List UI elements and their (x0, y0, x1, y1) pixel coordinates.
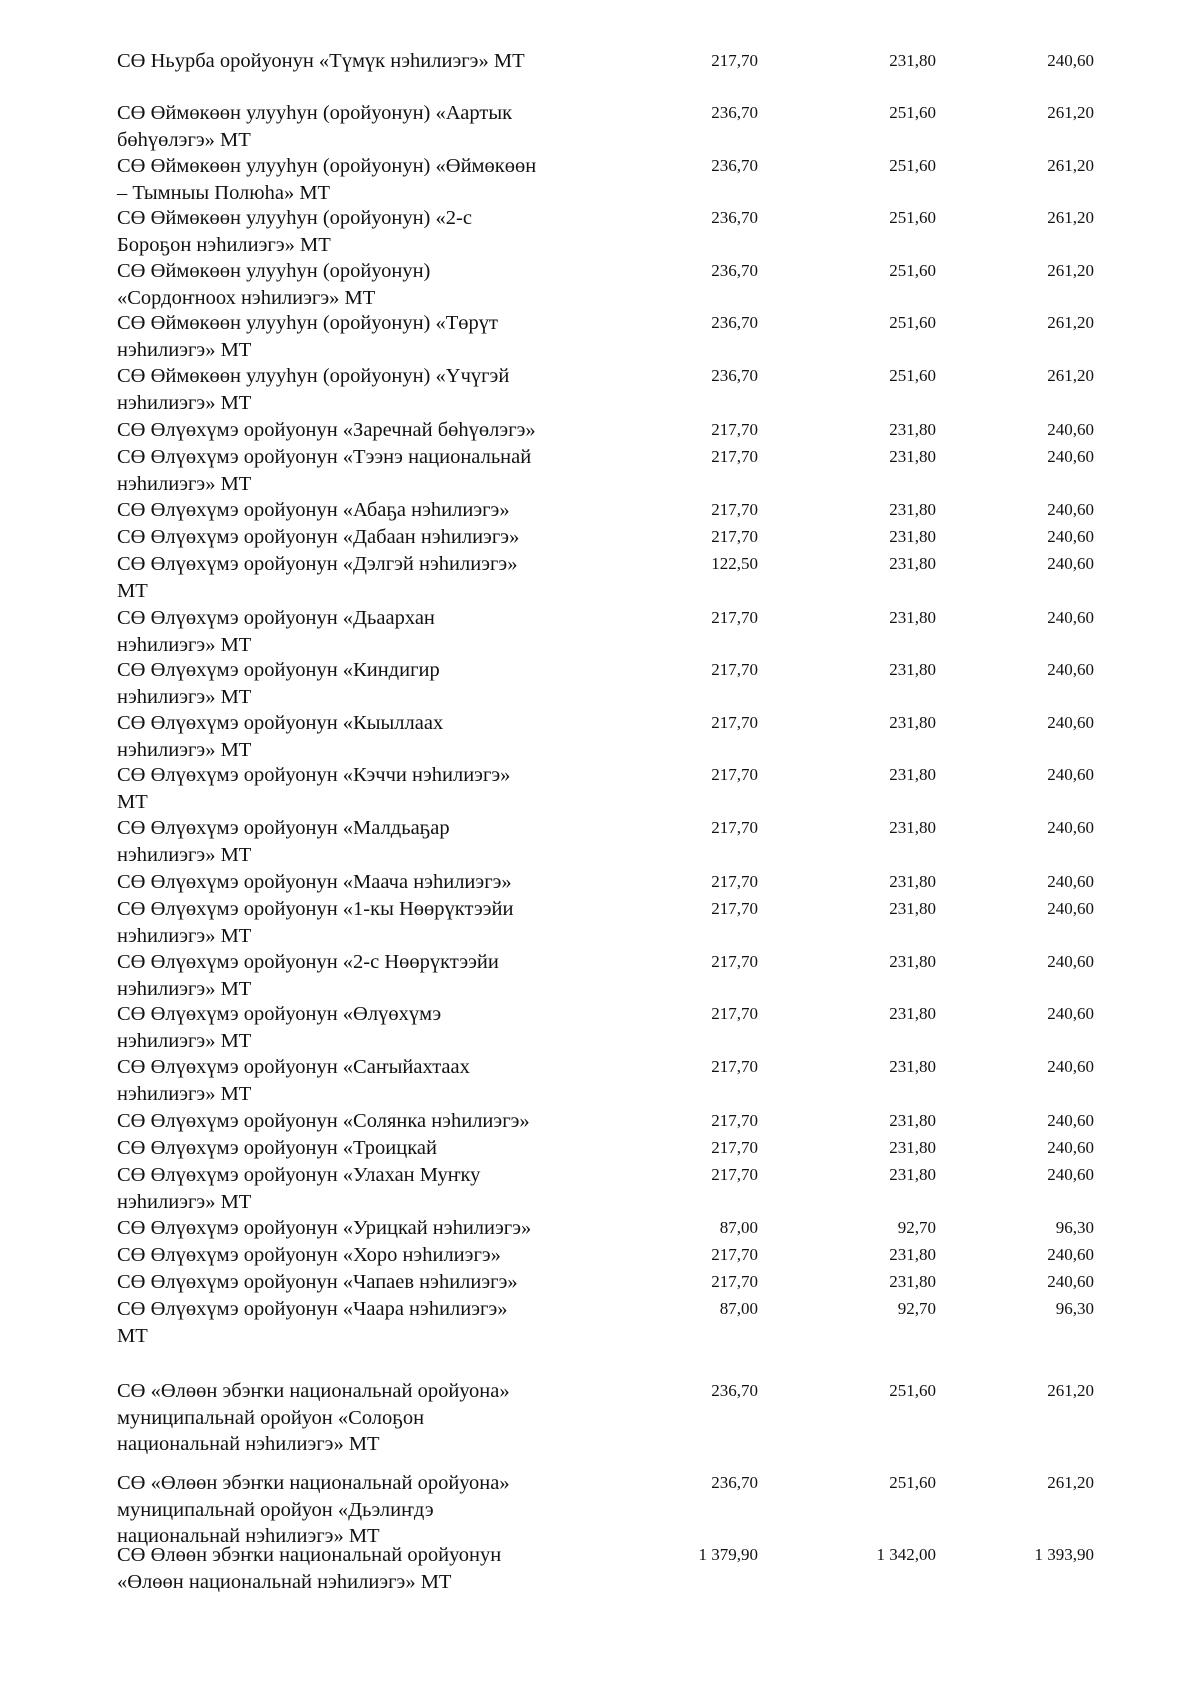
value-col-1: 217,70 (711, 51, 758, 70)
value-col-1: 217,70 (711, 447, 758, 466)
value-col-2: 251,60 (889, 208, 936, 227)
value-col-2: 231,80 (889, 527, 936, 546)
organization-name: СӨ Өлүөхүмэ оройуонун «Урицкай нэһилиэгэ» (117, 1217, 532, 1239)
value-col-2: 231,80 (889, 554, 936, 573)
organization-name: СӨ «Өлөөн эбэҥки национальнай оройуона» муниципальнай оройуон «Дьэлиҥдэ национальнай нэһилиэгэ» МТ (117, 1472, 510, 1547)
value-col-2: 251,60 (889, 366, 936, 385)
value-col-3: 240,60 (1047, 608, 1094, 627)
value-col-3: 240,60 (1047, 1138, 1094, 1157)
organization-name: СӨ Өлүөхүмэ оройуонун «Улахан Муҥку нэһилиэгэ» МТ (117, 1164, 481, 1213)
value-col-1: 236,70 (711, 208, 758, 227)
value-col-3: 240,60 (1047, 1057, 1094, 1076)
value-col-2: 231,80 (889, 713, 936, 732)
organization-name: СӨ Өлүөхүмэ оройуонун «Солянка нэһилиэгэ» (117, 1110, 530, 1132)
value-col-3: 240,60 (1047, 1004, 1094, 1023)
value-col-3: 240,60 (1047, 713, 1094, 732)
value-col-1: 217,70 (711, 500, 758, 519)
value-col-2: 231,80 (889, 500, 936, 519)
value-col-1: 217,70 (711, 872, 758, 891)
value-col-2: 231,80 (889, 420, 936, 439)
organization-name: СӨ Өймөкөөн улууһун (оройуонун) «2-с Бороҕон нэһилиэгэ» МТ (117, 207, 472, 256)
value-col-3: 261,20 (1047, 103, 1094, 122)
value-col-1: 217,70 (711, 1245, 758, 1264)
value-col-1: 217,70 (711, 1272, 758, 1291)
value-col-2: 231,80 (889, 899, 936, 918)
organization-name: СӨ Өлүөхүмэ оройуонун «Чаара нэһилиэгэ» МТ (117, 1298, 508, 1347)
organization-name: СӨ Өлүөхүмэ оройуонун «Троицкай (117, 1137, 437, 1159)
value-col-1: 217,70 (711, 1138, 758, 1157)
organization-name: СӨ Өлүөхүмэ оройуонун «Маача нэһилиэгэ» (117, 871, 512, 893)
value-col-3: 240,60 (1047, 527, 1094, 546)
value-col-3: 261,20 (1047, 313, 1094, 332)
value-col-1: 217,70 (711, 765, 758, 784)
organization-name: СӨ Өймөкөөн улууһун (оройуонун) «Төрүт нэһилиэгэ» МТ (117, 312, 498, 361)
organization-name: СӨ Өймөкөөн улууһун (оройуонун) «Сордоҥноох нэһилиэгэ» МТ (117, 260, 431, 309)
organization-name: СӨ Өлүөхүмэ оройуонун «Дэлгэй нэһилиэгэ» МТ (117, 553, 518, 602)
value-col-1: 217,70 (711, 608, 758, 627)
value-col-1: 236,70 (711, 366, 758, 385)
organization-name: СӨ Өлүөхүмэ оройуонун «Малдьаҕар нэһилиэгэ» МТ (117, 817, 450, 866)
value-col-3: 240,60 (1047, 660, 1094, 679)
value-col-3: 240,60 (1047, 1245, 1094, 1264)
organization-name: СӨ Өлүөхүмэ оройуонун «Өлүөхүмэ нэһилиэгэ» МТ (117, 1003, 442, 1052)
value-col-2: 231,80 (889, 952, 936, 971)
value-col-2: 231,80 (889, 1165, 936, 1184)
organization-name: СӨ Өлүөхүмэ оройуонун «Чапаев нэһилиэгэ» (117, 1271, 518, 1293)
value-col-2: 231,80 (889, 1057, 936, 1076)
value-col-2: 251,60 (889, 261, 936, 280)
value-col-2: 231,80 (889, 660, 936, 679)
value-col-3: 240,60 (1047, 818, 1094, 837)
value-col-3: 240,60 (1047, 1111, 1094, 1130)
value-col-3: 240,60 (1047, 765, 1094, 784)
value-col-2: 231,80 (889, 818, 936, 837)
value-col-3: 240,60 (1047, 952, 1094, 971)
value-col-2: 231,80 (889, 447, 936, 466)
value-col-2: 251,60 (889, 1473, 936, 1492)
value-col-2: 231,80 (889, 608, 936, 627)
value-col-2: 251,60 (889, 1381, 936, 1400)
organization-name: СӨ Өлүөхүмэ оройуонун «Хоро нэһилиэгэ» (117, 1244, 501, 1266)
value-col-3: 240,60 (1047, 51, 1094, 70)
value-col-2: 231,80 (889, 1245, 936, 1264)
organization-name: СӨ Ньурба оройуонун «Түмүк нэһилиэгэ» МТ (117, 50, 525, 72)
value-col-1: 236,70 (711, 313, 758, 332)
value-col-3: 96,30 (1055, 1218, 1094, 1237)
value-col-1: 217,70 (711, 1004, 758, 1023)
value-col-2: 1 342,00 (876, 1545, 936, 1564)
organization-name: СӨ Өлүөхүмэ оройуонун «2-с Нөөрүктээйи нэһилиэгэ» МТ (117, 951, 499, 1000)
value-col-3: 240,60 (1047, 1165, 1094, 1184)
value-col-1: 217,70 (711, 818, 758, 837)
value-col-1: 217,70 (711, 713, 758, 732)
value-col-1: 236,70 (711, 261, 758, 280)
organization-name: СӨ Өлүөхүмэ оройуонун «Дабаан нэһилиэгэ» (117, 526, 520, 548)
value-col-2: 251,60 (889, 103, 936, 122)
value-col-3: 261,20 (1047, 1381, 1094, 1400)
value-col-2: 251,60 (889, 156, 936, 175)
organization-name: СӨ Өймөкөөн улууһун (оройуонун) «Өймөкөөн – Тымныы Полюһа» МТ (117, 155, 537, 204)
value-col-1: 217,70 (711, 952, 758, 971)
value-col-1: 236,70 (711, 103, 758, 122)
value-col-1: 217,70 (711, 1057, 758, 1076)
value-col-3: 96,30 (1055, 1299, 1094, 1318)
value-col-3: 261,20 (1047, 366, 1094, 385)
value-col-1: 236,70 (711, 1473, 758, 1492)
organization-name: СӨ Өлүөхүмэ оройуонун «Кэччи нэһилиэгэ» МТ (117, 764, 511, 813)
organization-name: СӨ Өймөкөөн улууһун (оройуонун) «Аартык бөһүөлэгэ» МТ (117, 102, 513, 151)
organization-name: СӨ Өлүөхүмэ оройуонун «Абаҕа нэһилиэгэ» (117, 499, 510, 521)
organization-name: СӨ Өлөөн эбэҥки национальнай оройуонун «Өлөөн национальнай нэһилиэгэ» МТ (117, 1544, 502, 1593)
value-col-3: 240,60 (1047, 554, 1094, 573)
value-col-3: 261,20 (1047, 261, 1094, 280)
value-col-2: 92,70 (897, 1299, 936, 1318)
value-col-2: 251,60 (889, 313, 936, 332)
organization-name: СӨ «Өлөөн эбэҥки национальнай оройуона» муниципальнай оройуон «Солоҕон национальнай нэһилиэгэ» МТ (117, 1380, 510, 1455)
value-col-2: 231,80 (889, 1138, 936, 1157)
value-col-2: 231,80 (889, 1111, 936, 1130)
organization-name: СӨ Өлүөхүмэ оройуонун «Заречнай бөһүөлэгэ» (117, 419, 536, 441)
value-col-1: 87,00 (719, 1218, 758, 1237)
value-col-3: 261,20 (1047, 156, 1094, 175)
organization-name: СӨ Өлүөхүмэ оройуонун «1-кы Нөөрүктээйи нэһилиэгэ» МТ (117, 898, 514, 947)
value-col-2: 231,80 (889, 1272, 936, 1291)
value-col-2: 92,70 (897, 1218, 936, 1237)
value-col-3: 240,60 (1047, 447, 1094, 466)
value-col-3: 240,60 (1047, 899, 1094, 918)
value-col-1: 236,70 (711, 156, 758, 175)
value-col-1: 217,70 (711, 1111, 758, 1130)
value-col-1: 217,70 (711, 660, 758, 679)
value-col-3: 240,60 (1047, 500, 1094, 519)
value-col-1: 87,00 (719, 1299, 758, 1318)
value-col-3: 261,20 (1047, 1473, 1094, 1492)
value-col-1: 217,70 (711, 1165, 758, 1184)
value-col-1: 217,70 (711, 899, 758, 918)
organization-name: СӨ Өлүөхүмэ оройуонун «Кыыллаах нэһилиэгэ» МТ (117, 712, 444, 761)
value-col-3: 1 393,90 (1034, 1545, 1094, 1564)
organization-name: СӨ Өлүөхүмэ оройуонун «Дьаархан нэһилиэгэ» МТ (117, 607, 435, 656)
value-col-3: 240,60 (1047, 1272, 1094, 1291)
organization-name: СӨ Өймөкөөн улууһун (оройуонун) «Үчүгэй нэһилиэгэ» МТ (117, 365, 510, 414)
value-col-3: 261,20 (1047, 208, 1094, 227)
value-col-2: 231,80 (889, 1004, 936, 1023)
value-col-3: 240,60 (1047, 420, 1094, 439)
value-col-2: 231,80 (889, 51, 936, 70)
organization-name: СӨ Өлүөхүмэ оройуонун «Киндигир нэһилиэгэ» МТ (117, 659, 440, 708)
organization-name: СӨ Өлүөхүмэ оройуонун «Саҥыйахтаах нэһилиэгэ» МТ (117, 1056, 470, 1105)
organization-name: СӨ Өлүөхүмэ оройуонун «Тээнэ национальнай нэһилиэгэ» МТ (117, 446, 532, 495)
value-col-1: 236,70 (711, 1381, 758, 1400)
value-col-3: 240,60 (1047, 872, 1094, 891)
value-col-2: 231,80 (889, 765, 936, 784)
value-col-1: 1 379,90 (698, 1545, 758, 1564)
value-col-1: 217,70 (711, 420, 758, 439)
value-col-1: 217,70 (711, 527, 758, 546)
value-col-2: 231,80 (889, 872, 936, 891)
value-col-1: 122,50 (711, 554, 758, 573)
